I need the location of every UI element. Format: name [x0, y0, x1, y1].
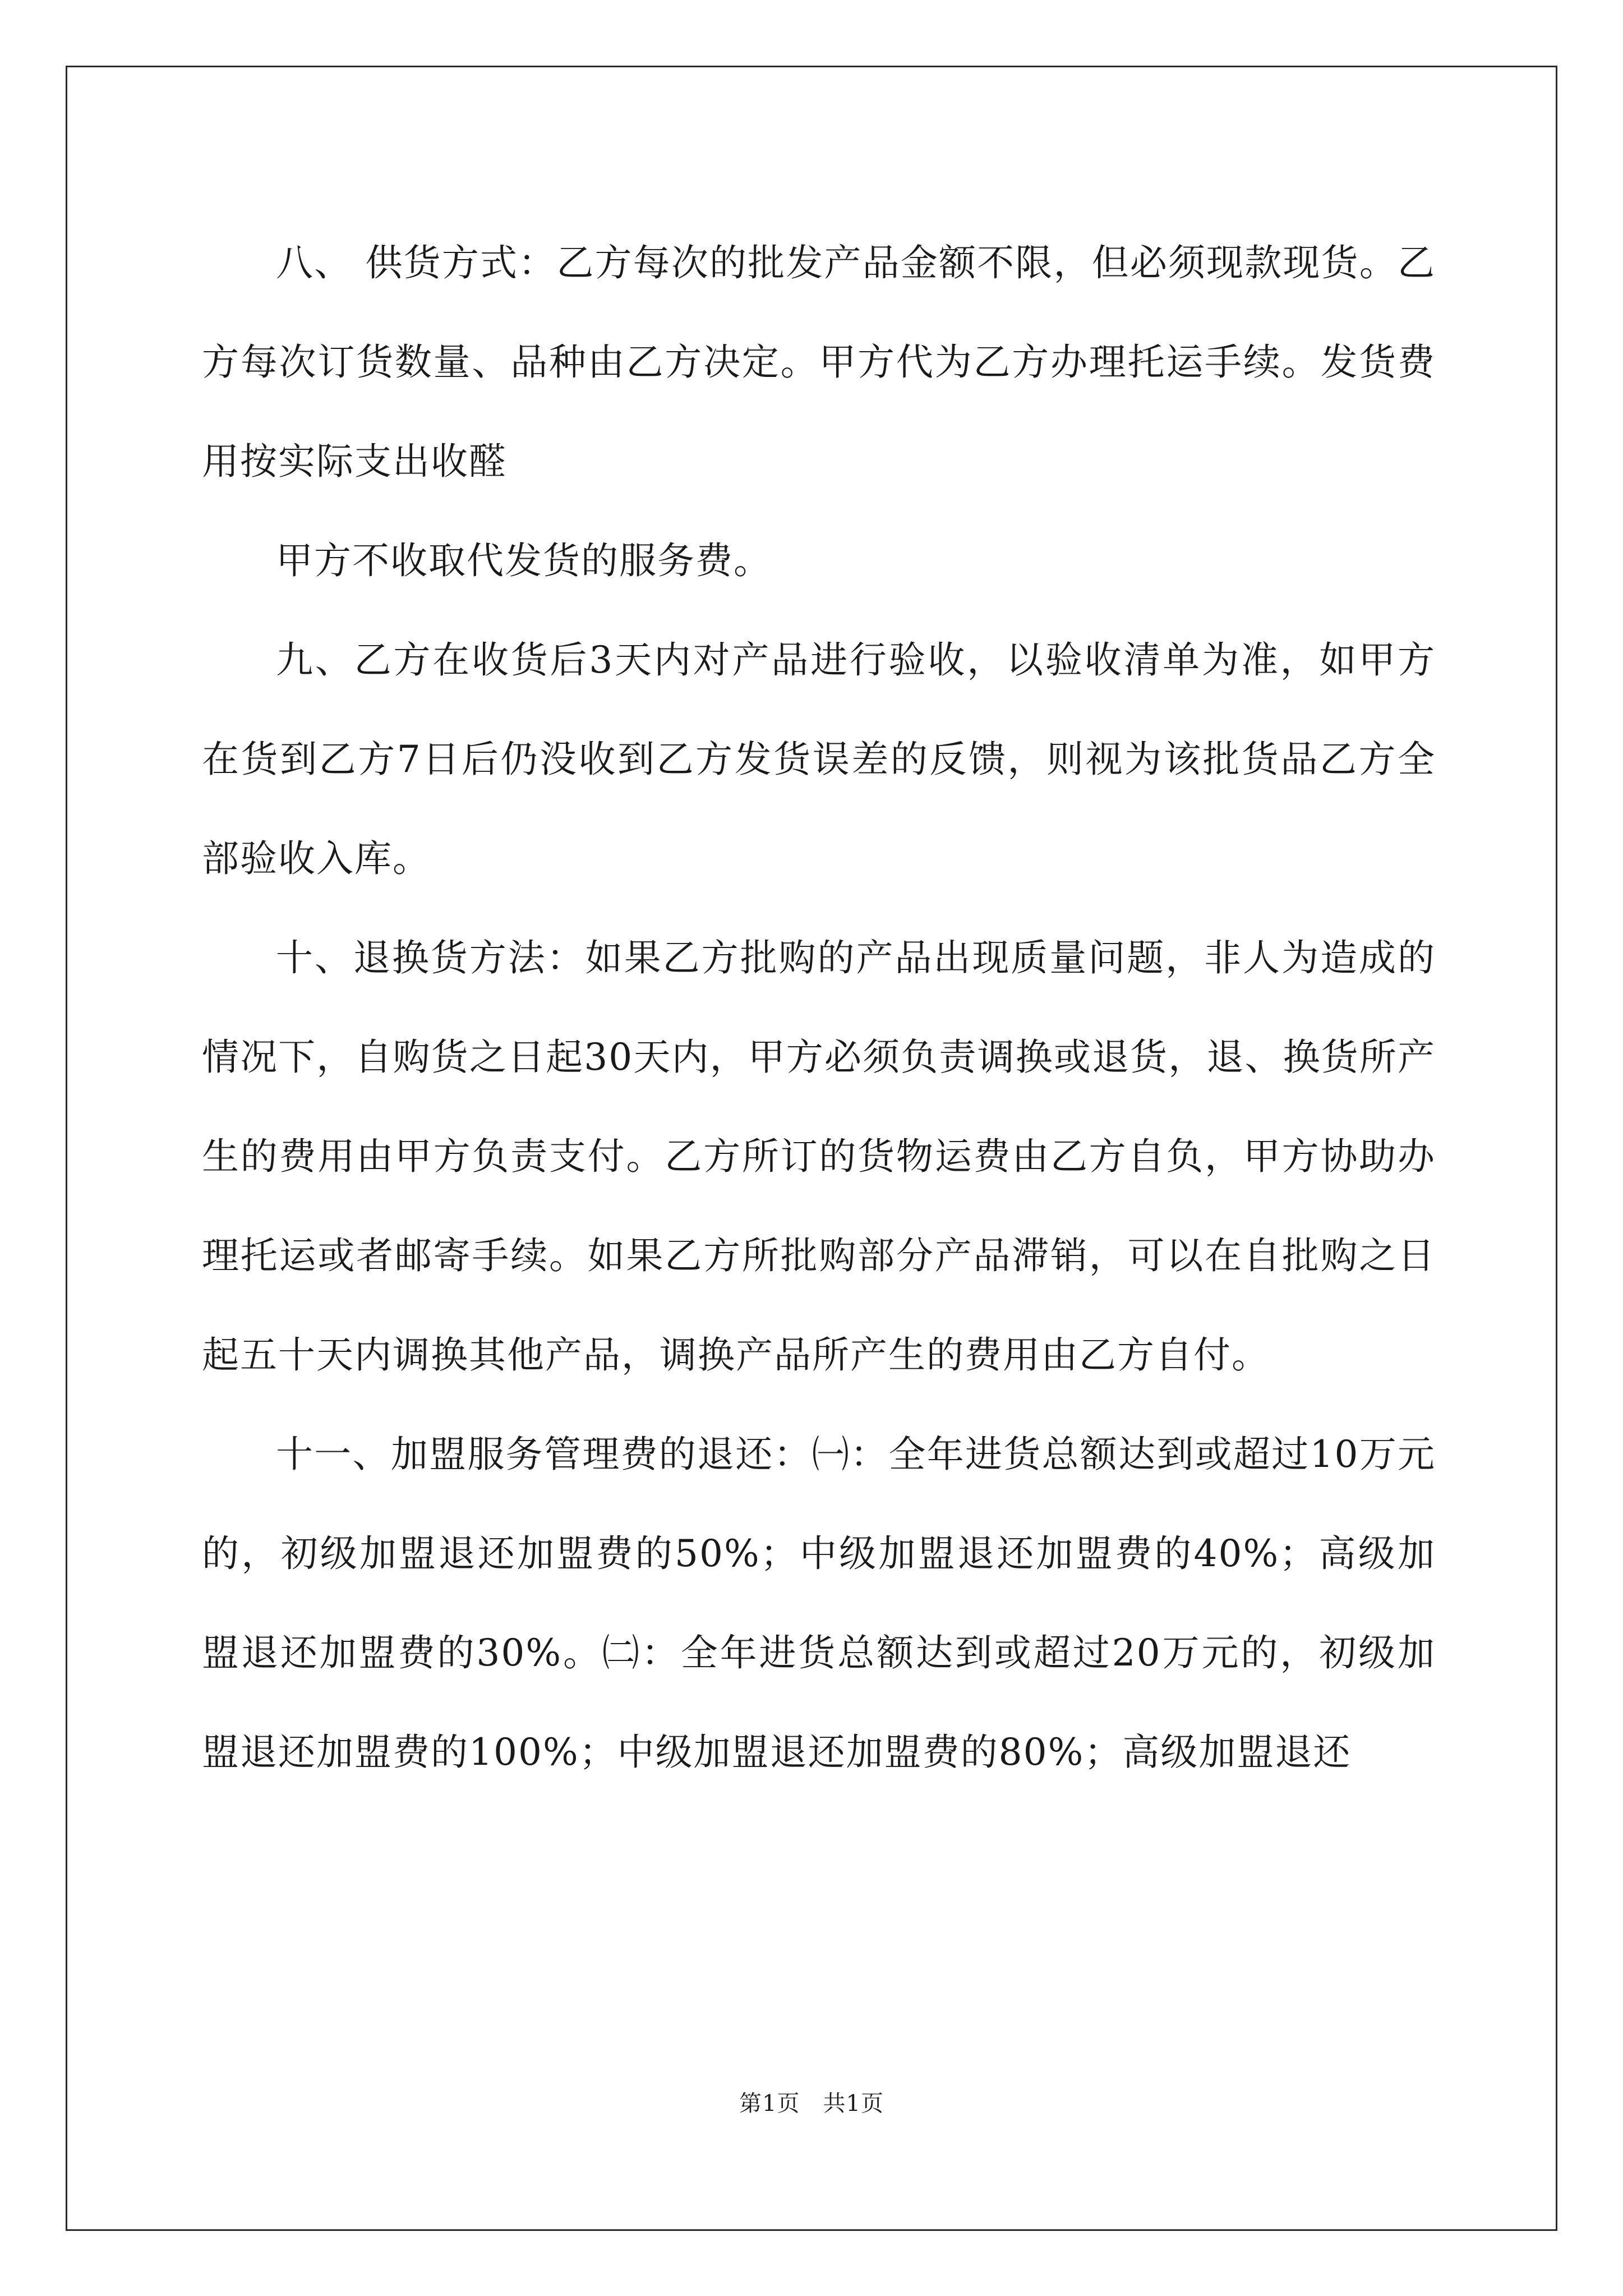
paragraph-no-service-fee: 甲方不收取代发货的服务费。 [276, 539, 772, 582]
paragraph-returns: 十、退换货方法：如果乙方批购的产品出现质量问题，非人为造成的情况下，自购货之日起30天内，甲方必须负责调换或退货，退、换货所产生的费用由甲方负责支付。乙方所订的货物运费由乙方自负，甲方协助办理托运或者邮寄手续。如果乙方所批购部分产品滞销，可以在自批购之日起五十天内调换其他产品，调换产品所产生的费用由乙方自付。 [202, 936, 1436, 1377]
paragraph-fee-refund: 十一、加盟服务管理费的退还：㈠：全年进货总额达到或超过10万元的，初级加盟退还加盟费的50%；中级加盟退还加盟费的40%；高级加盟退还加盟费的30%。㈡：全年进货总额达到或超过20万元的，初级加盟退还加盟费的100%；中级加盟退还加盟费的80%；高级加盟退还 [202, 1433, 1436, 1774]
document-body [202, 213, 1436, 1802]
page-number-footer: 第1页 共1页 [739, 2091, 884, 2116]
paragraph-supply-method: 八、 供货方式：乙方每次的批发产品金额不限，但必须现款现货。乙方每次订货数量、品种由乙方决定。甲方代为乙方办理托运手续。发货费用按实际支出收醛 [202, 241, 1436, 483]
paragraph-acceptance: 九、乙方在收货后3天内对产品进行验收，以验收清单为准，如甲方在货到乙方7日后仍没收到乙方发货误差的反馈，则视为该批货品乙方全部验收入库。 [202, 638, 1436, 880]
